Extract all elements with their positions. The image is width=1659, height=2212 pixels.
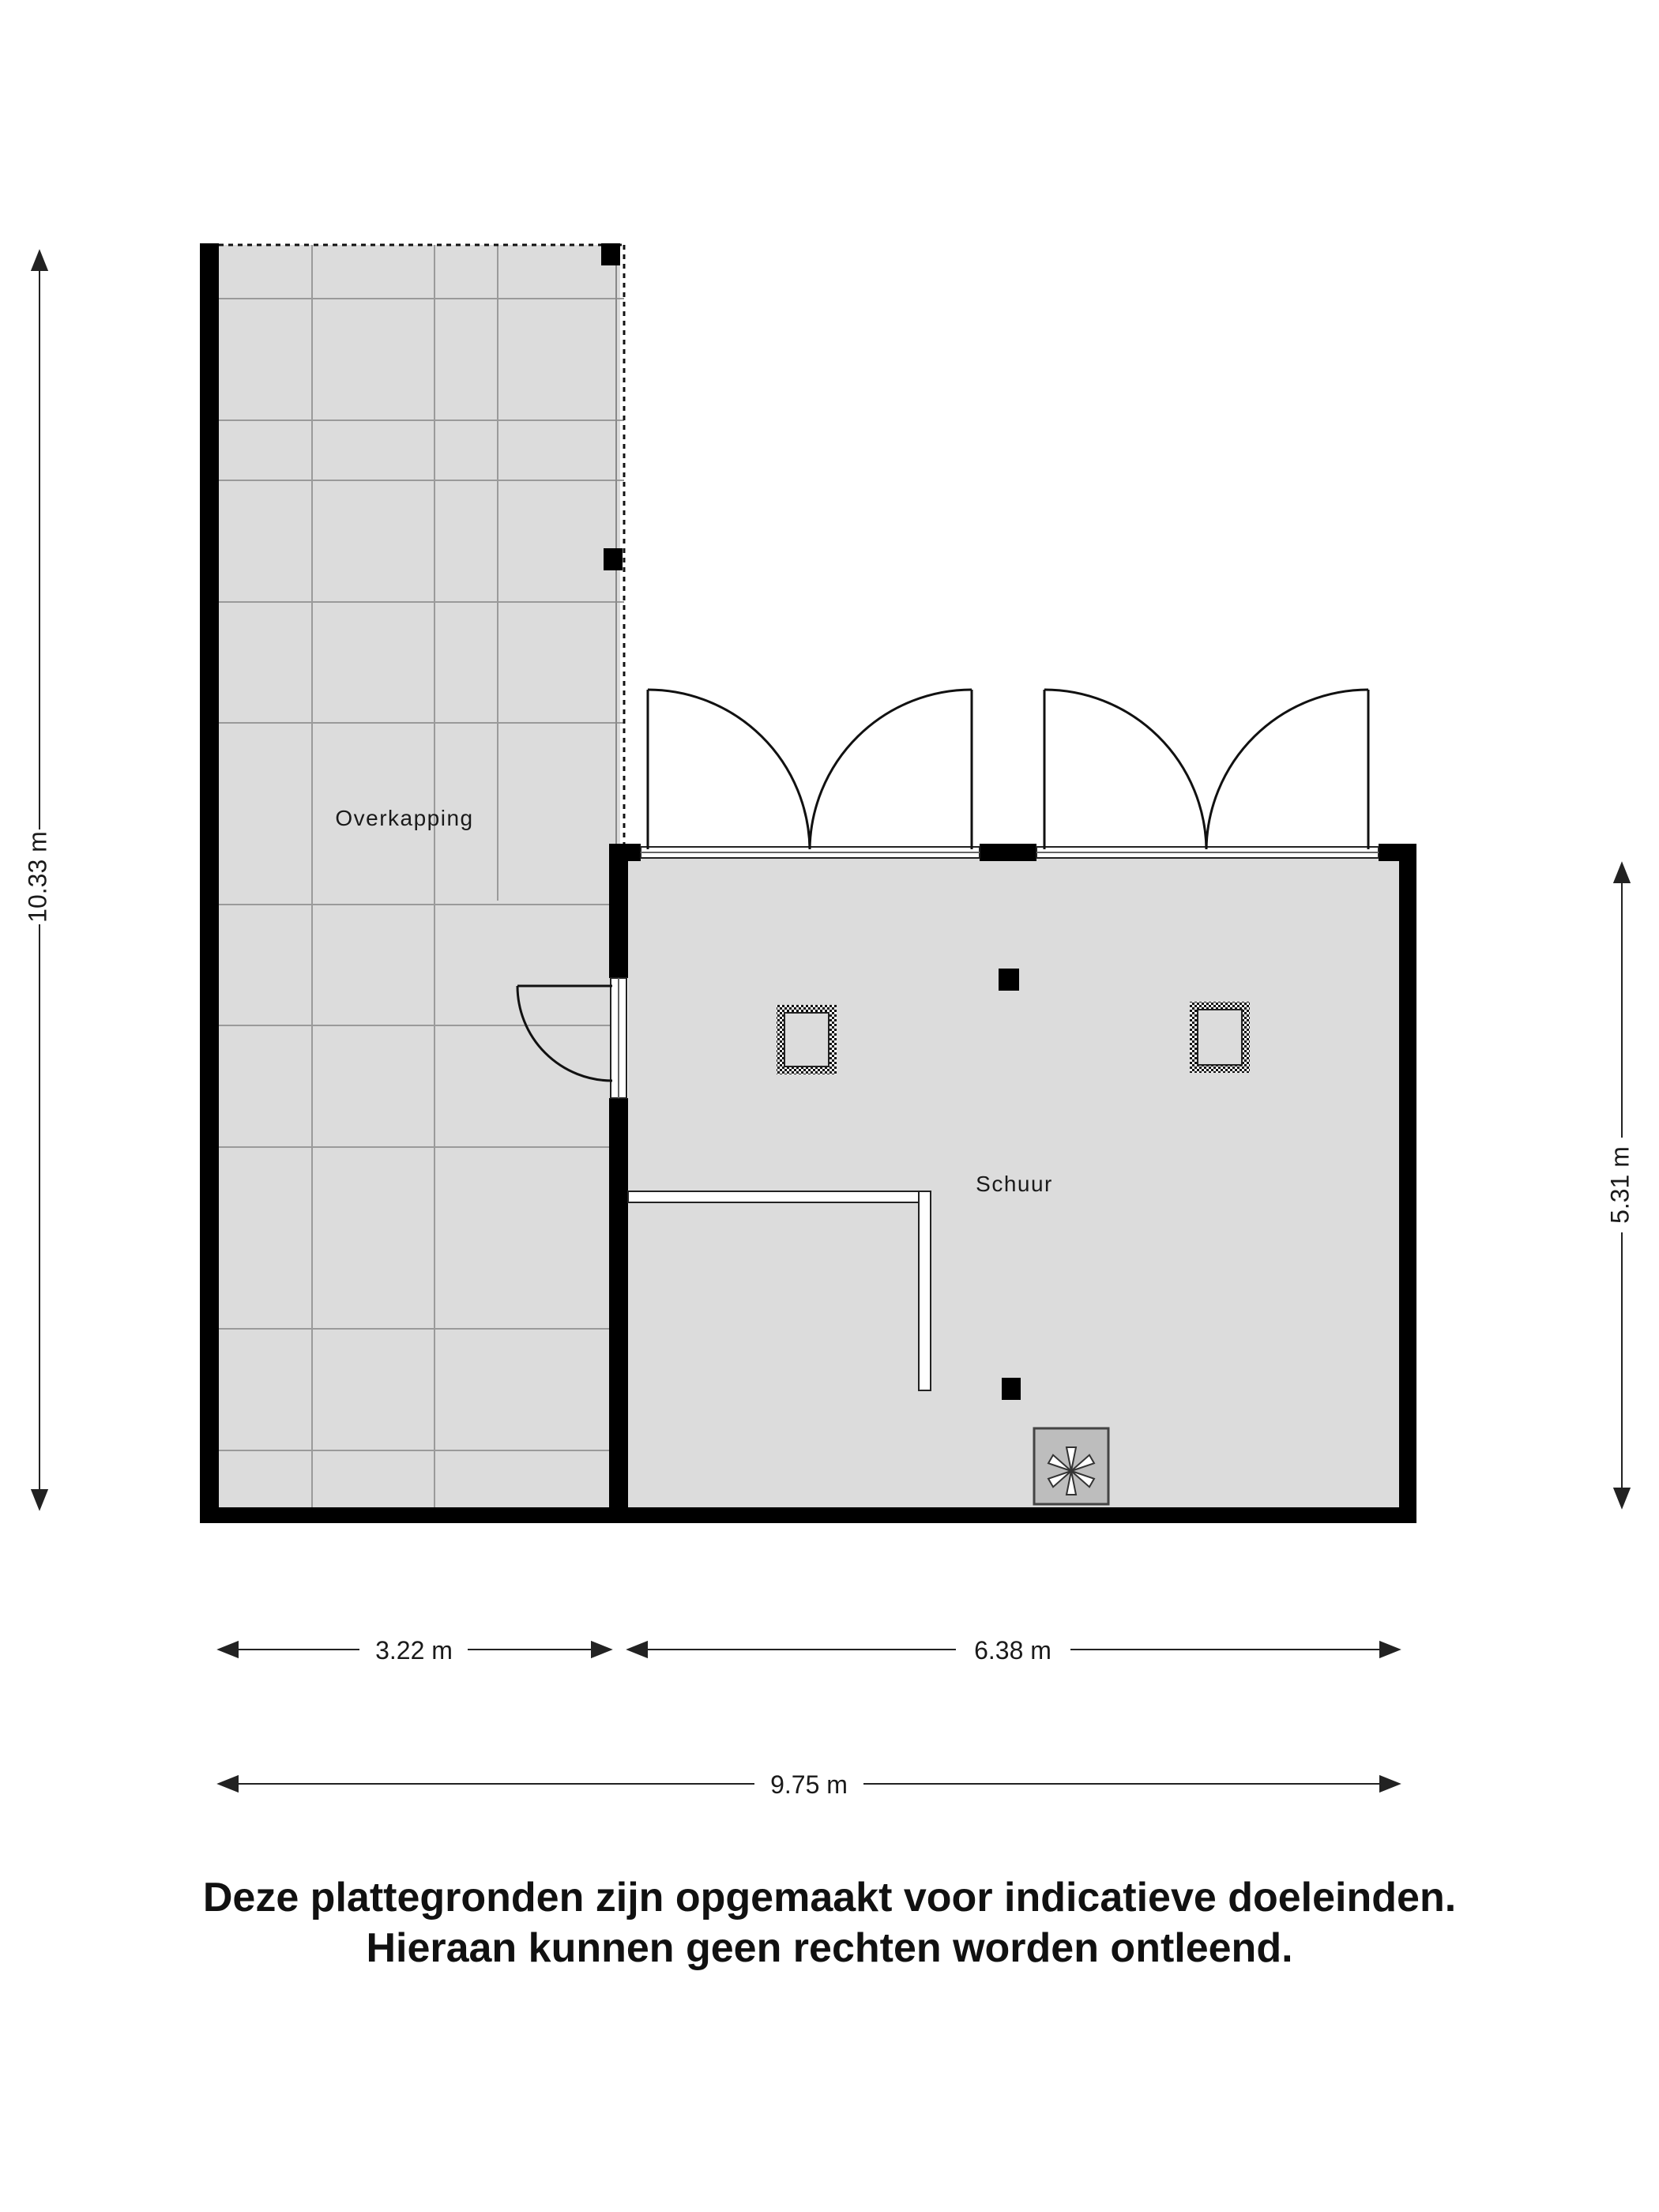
dimension-height-schuur bbox=[1605, 863, 1634, 1507]
double-door-left bbox=[648, 690, 972, 849]
dimension-width-total bbox=[219, 1770, 1399, 1799]
disclaimer bbox=[0, 1872, 1659, 1973]
dimension-label: 10.33 m bbox=[23, 831, 52, 923]
dimension-label: 3.22 m bbox=[375, 1636, 453, 1665]
double-door-right bbox=[1044, 690, 1368, 849]
room-label-overkapping: Overkapping bbox=[335, 806, 474, 830]
dimension-width-schuur bbox=[628, 1636, 1399, 1665]
column bbox=[1002, 1378, 1021, 1400]
dimension-label: 9.75 m bbox=[770, 1770, 848, 1799]
room-label-schuur: Schuur bbox=[976, 1172, 1053, 1196]
disclaimer-line-2: Hieraan kunnen geen rechten worden ontleend. bbox=[366, 1925, 1293, 1971]
skylight-left bbox=[777, 1005, 837, 1074]
column bbox=[999, 969, 1019, 991]
disclaimer-line-1: Deze plattegronden zijn opgemaakt voor indicatieve doeleinden. bbox=[202, 1875, 1457, 1920]
overkapping-area bbox=[209, 243, 624, 1509]
dimension-label: 5.31 m bbox=[1605, 1146, 1635, 1224]
post bbox=[601, 243, 620, 265]
dimension-width-overkapping bbox=[219, 1636, 611, 1665]
post bbox=[604, 548, 623, 570]
dimension-height-total bbox=[23, 251, 51, 1509]
dimension-label: 6.38 m bbox=[974, 1636, 1051, 1665]
fan-icon bbox=[1034, 1428, 1108, 1504]
skylight-right bbox=[1190, 1002, 1250, 1073]
